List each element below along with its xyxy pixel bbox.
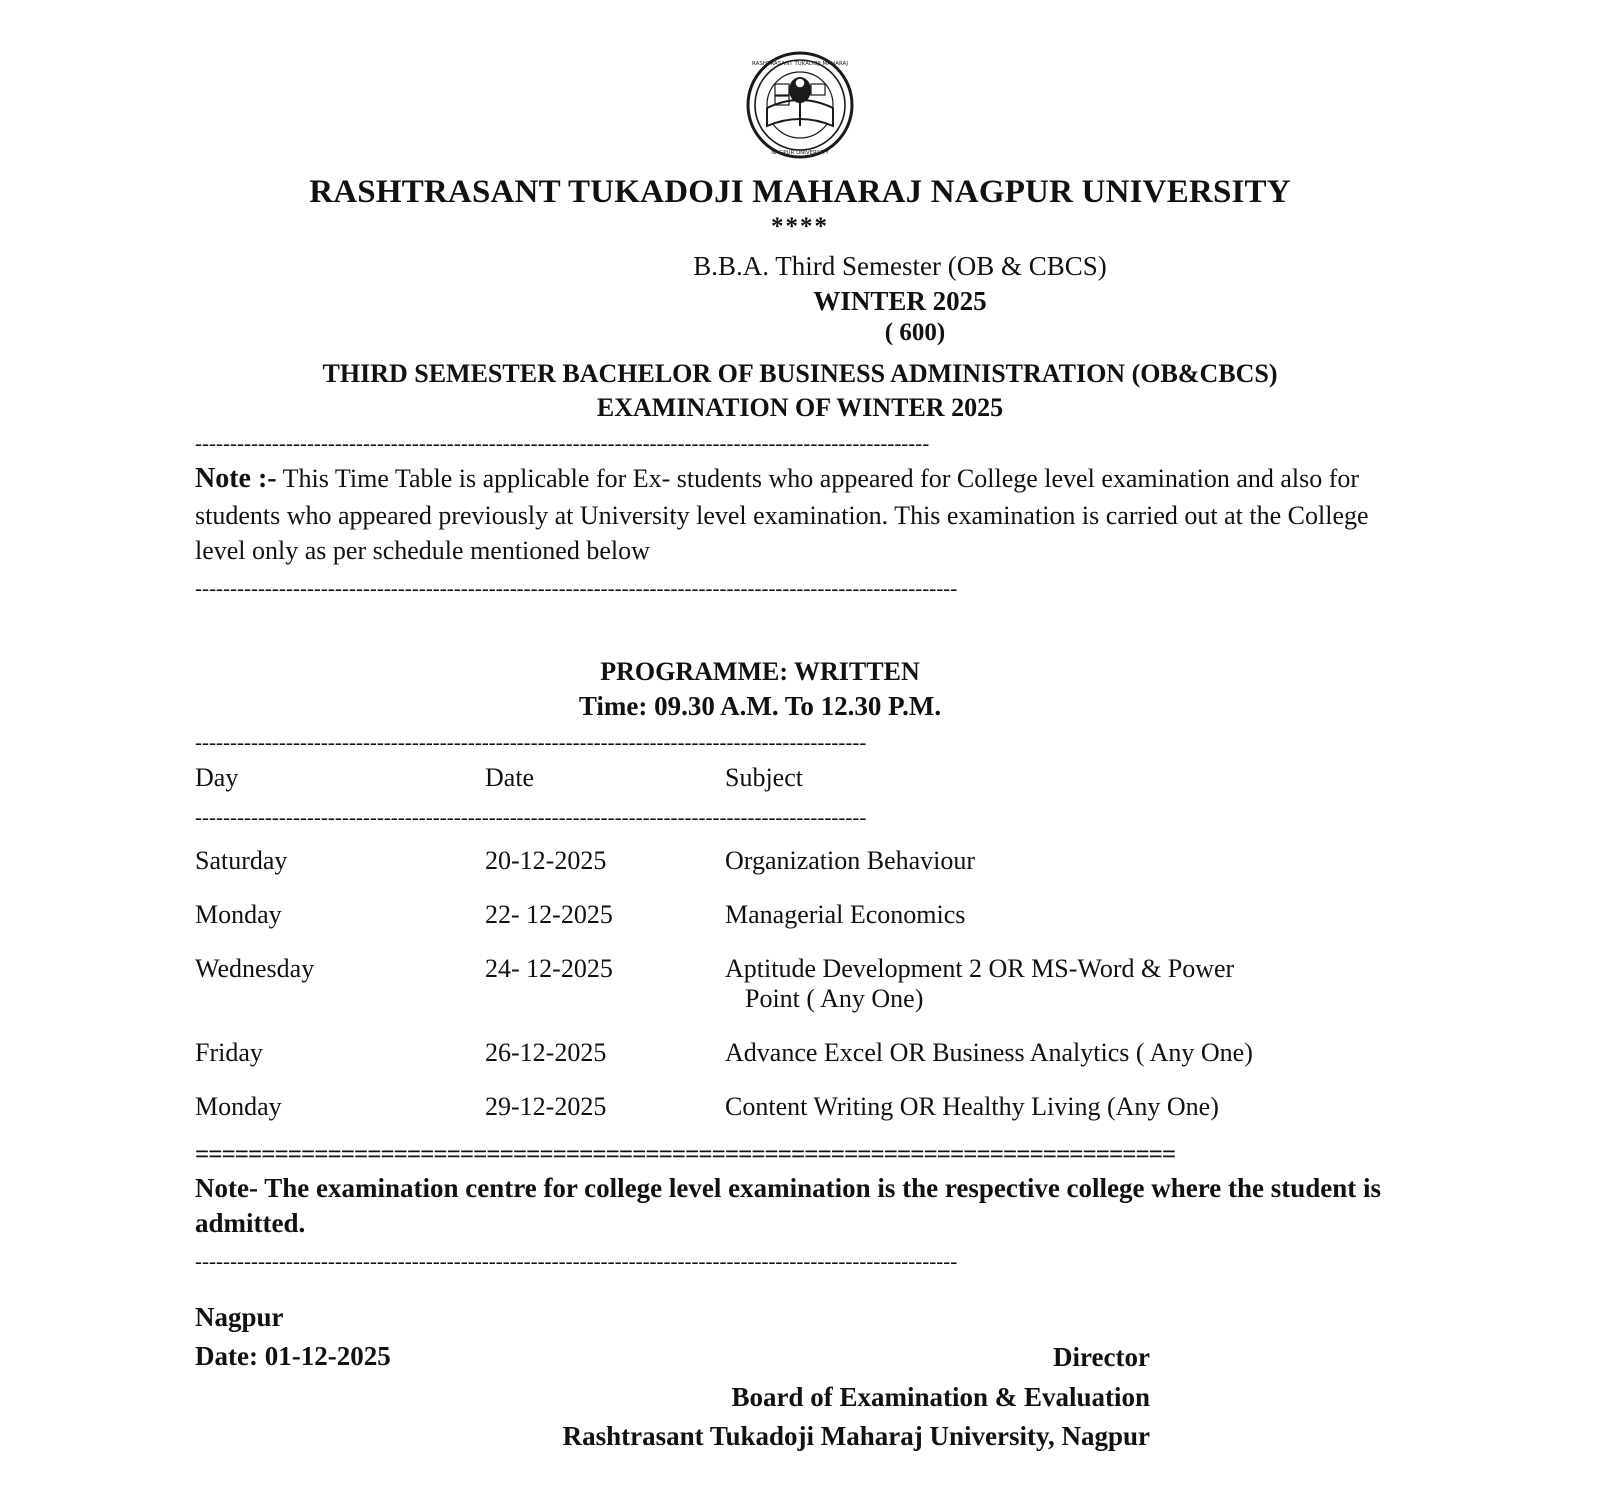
cell-day: Monday: [195, 899, 282, 929]
cell-date: 29-12-2025: [485, 1091, 607, 1121]
column-header-day: Day: [195, 762, 239, 792]
cell-day: Saturday: [195, 845, 288, 875]
cell-subject: Content Writing OR Healthy Living (Any One): [725, 1091, 1219, 1121]
divider-equals: ==========================================================================: [195, 1141, 1176, 1167]
note-text: This Time Table is applicable for Ex- students who appeared for College level examination and also for students who appeared previously at University level examination. This examination is carried out at the College level only as per schedule mentioned below: [195, 464, 1369, 565]
timetable: [195, 759, 1405, 797]
note-block: [195, 460, 1405, 568]
divider-bottom: -------------------------------------------------------------------------------------------------------------: [195, 1251, 958, 1273]
divider-top: ---------------------------------------------------------------------------------------------------------: [195, 433, 930, 454]
university-title: RASHTRASANT TUKADOJI MAHARAJ NAGPUR UNIVERSITY: [309, 174, 1291, 210]
time-label: Time: 09.30 A.M. To 12.30 P.M.: [578, 690, 942, 721]
cell-subject: Advance Excel OR Business Analytics ( Any One): [725, 1037, 1253, 1067]
cell-subject-line1: Aptitude Development 2 OR MS-Word & Power: [725, 953, 1235, 983]
cell-date: 20-12-2025: [485, 845, 607, 875]
university-seal-container: [0, 0, 1600, 160]
centre-note: Note- The examination centre for college level examination is the respective college where the student is admitted.: [195, 1172, 1382, 1239]
column-header-subject: Subject: [725, 762, 803, 792]
cell-date: 22- 12-2025: [485, 899, 613, 929]
university-seal-icon: [737, 50, 863, 160]
signatory-board: Board of Examination & Evaluation: [731, 1381, 1150, 1412]
column-header-date: Date: [485, 762, 535, 792]
signatory-title: Director: [1053, 1342, 1150, 1373]
course-line: B.B.A. Third Semester (OB & CBCS): [693, 251, 1107, 281]
table-row: [195, 942, 1405, 1026]
programme-label: PROGRAMME: WRITTEN: [600, 656, 920, 686]
cell-day: Wednesday: [195, 953, 315, 983]
table-row: [195, 834, 1405, 888]
cell-subject: Managerial Economics: [725, 899, 966, 929]
table-row: [195, 1080, 1405, 1134]
svg-text:NAGPUR UNIVERSITY: NAGPUR UNIVERSITY: [771, 150, 829, 156]
cell-subject: Organization Behaviour: [725, 845, 976, 875]
place: Nagpur: [195, 1302, 284, 1333]
divider-table-head: ------------------------------------------------------------------------------------------------: [195, 806, 867, 828]
cell-date: 26-12-2025: [485, 1037, 607, 1067]
note-label: Note :-: [195, 463, 277, 494]
cell-day: Monday: [195, 1091, 282, 1121]
candidate-count: ( 600): [884, 319, 946, 346]
stars-separator: ****: [771, 213, 829, 240]
divider-after-note: -------------------------------------------------------------------------------------------------------------: [195, 577, 958, 599]
table-row: [195, 888, 1405, 942]
timetable-body: [195, 834, 1405, 1134]
exam-title-line1: THIRD SEMESTER BACHELOR OF BUSINESS ADMINISTRATION (OB&CBCS): [322, 359, 1278, 388]
cell-day: Friday: [195, 1037, 263, 1067]
divider-table-top: ------------------------------------------------------------------------------------------------: [195, 731, 867, 753]
date-issued: Date: 01-12-2025: [195, 1341, 391, 1372]
cell-subject-line2: Point ( Any One): [745, 983, 924, 1013]
svg-text:RASHTRASANT TUKADOJI MAHARAJ: RASHTRASANT TUKADOJI MAHARAJ: [752, 61, 848, 67]
table-header-row: [195, 759, 1405, 797]
signatory-university: Rashtrasant Tukadoji Maharaj University, Nagpur: [562, 1420, 1150, 1451]
season-line: WINTER 2025: [813, 286, 987, 316]
exam-title-line2: EXAMINATION OF WINTER 2025: [596, 393, 1004, 422]
cell-subject: [725, 942, 1405, 1026]
cell-date: 24- 12-2025: [485, 953, 613, 983]
table-row: [195, 1026, 1405, 1080]
